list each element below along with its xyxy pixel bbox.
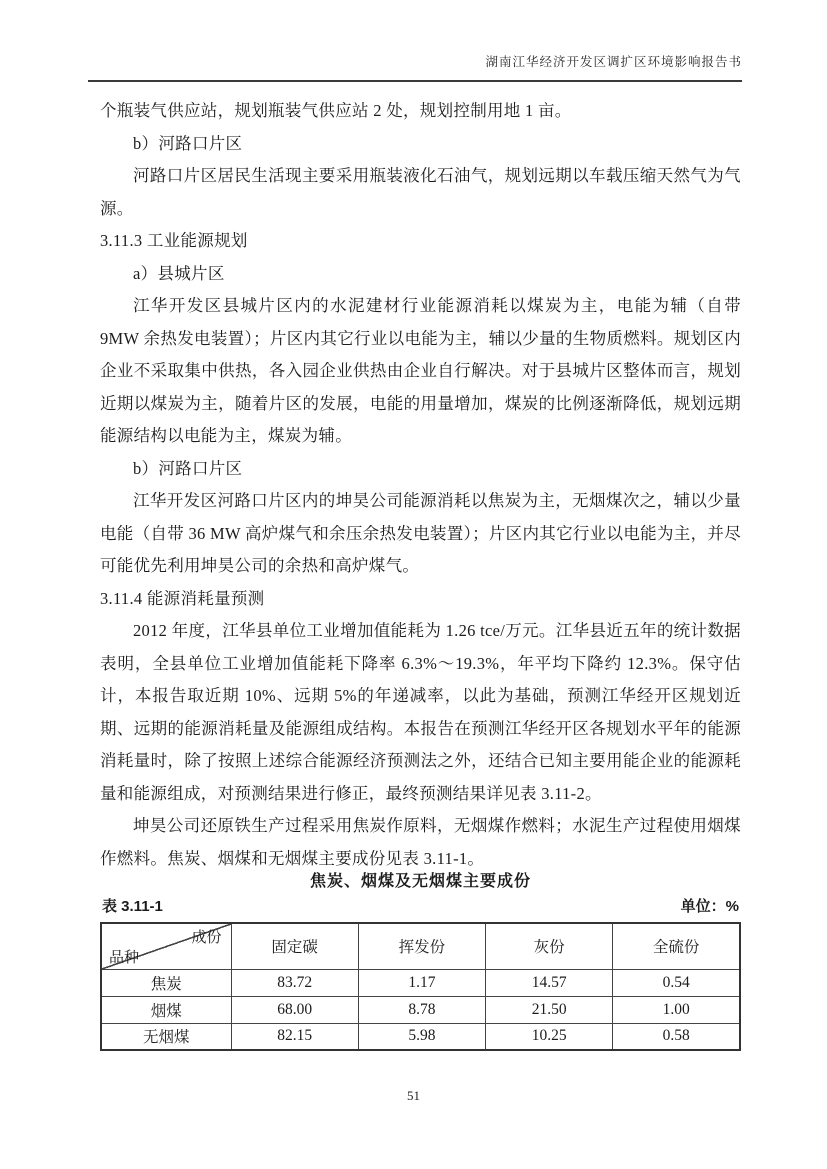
paragraph-heluokou-energy: 江华开发区河路口片区内的坤昊公司能源消耗以焦炭为主，无烟煤次之，辅以少量电能（自带 36 MW 高炉煤气和余压余热发电装置）；片区内其它行业以电能为主，并尽可能优先利用坤昊公司的余热和高炉煤气。	[100, 491, 741, 575]
subsection-label-b-2: b）河路口片区	[133, 458, 243, 478]
paragraph-fuel-composition: 坤昊公司还原铁生产过程采用焦炭作原料，无烟煤作燃料；水泥生产过程使用烟煤作燃料。焦炭、烟煤和无烟煤主要成份见表 3.11-1。	[100, 816, 741, 867]
column-header-fixed-carbon: 固定碳	[231, 923, 358, 969]
cell-value: 0.58	[613, 1023, 740, 1050]
composition-table	[100, 922, 741, 1051]
body-content	[100, 95, 741, 867]
table-caption: 焦炭、烟煤及无烟煤主要成份	[309, 873, 531, 890]
paragraph-county-energy: 江华开发区县城片区内的水泥建材行业能源消耗以煤炭为主，电能为辅（自带 9MW 余热发电装置）；片区内其它行业以电能为主，辅以少量的生物质燃料。规划区内企业不采取集中供热，各入园企业供热由企业自行解决。对于县城片区整体而言，规划近期以煤炭为主，随着片区的发展，电能的用量增加，煤炭的比例逐渐降低，规划远期能源结构以电能为主，煤炭为辅。	[100, 296, 741, 445]
paragraph-continuation: 个瓶装气供应站，规划瓶装气供应站 2 处，规划控制用地 1 亩。	[100, 101, 572, 120]
row-name-coke: 焦炭	[101, 969, 231, 996]
table-header-row	[101, 923, 740, 969]
running-header-title: 湖南江华经济开发区调扩区环境影响报告书	[485, 55, 742, 69]
cell-value: 0.54	[613, 969, 740, 996]
cell-value: 1.00	[613, 996, 740, 1023]
table-row	[101, 996, 740, 1023]
column-header-sulfur: 全硫份	[613, 923, 740, 969]
subsection-label-b-1: b）河路口片区	[133, 133, 243, 153]
diagonal-label-variety: 品种	[109, 949, 140, 966]
table-section	[100, 871, 741, 1051]
cell-value: 10.25	[486, 1023, 613, 1050]
section-heading-3-11-4: 3.11.4 能源消耗量预测	[100, 588, 265, 608]
diagonal-label-component: 成份	[191, 930, 222, 946]
cell-value: 68.00	[231, 996, 358, 1023]
cell-value: 21.50	[486, 996, 613, 1023]
subsection-label-a: a）县城片区	[133, 263, 225, 283]
table-row	[101, 1023, 740, 1050]
table-row	[101, 969, 740, 996]
header-rule	[88, 80, 742, 82]
cell-value: 83.72	[231, 969, 358, 996]
paragraph-energy-forecast: 2012 年度，江华县单位工业增加值能耗为 1.26 tce/万元。江华县近五年的统计数据表明，全县单位工业增加值能耗下降率 6.3%～19.3%，年平均下降约 12.3%。保守估计，本报告取近期 10%、远期 5%的年递减率，以此为基础，预测江华经开区规划近期、远期的能源消耗量及能源组成结构。本报告在预测江华经开区各规划水平年的能源消耗量时，除了按照上述综合能源经济预测法之外，还结合已知主要用能企业的能源耗量和能源组成，对预测结果进行修正，最终预测结果详见表 3.11-2。	[100, 621, 741, 803]
table-number-label: 表 3.11-1	[102, 898, 163, 915]
cell-value: 8.78	[358, 996, 485, 1023]
diagonal-header-cell	[101, 923, 231, 969]
column-header-ash: 灰份	[486, 923, 613, 969]
page-number: 51	[407, 1088, 420, 1103]
row-name-anthracite: 无烟煤	[101, 1023, 231, 1050]
section-heading-3-11-3: 3.11.3 工业能源规划	[100, 231, 248, 250]
cell-value: 14.57	[486, 969, 613, 996]
row-name-bituminous: 烟煤	[101, 996, 231, 1023]
column-header-volatile: 挥发份	[358, 923, 485, 969]
table-label-row	[100, 893, 741, 922]
cell-value: 82.15	[231, 1023, 358, 1050]
paragraph-heluokou-gas: 河路口片区居民生活现主要采用瓶装液化石油气，规划远期以车载压缩天然气为气源。	[100, 166, 741, 218]
table-unit-label: 单位：%	[680, 898, 739, 915]
cell-value: 1.17	[358, 969, 485, 996]
cell-value: 5.98	[358, 1023, 485, 1050]
